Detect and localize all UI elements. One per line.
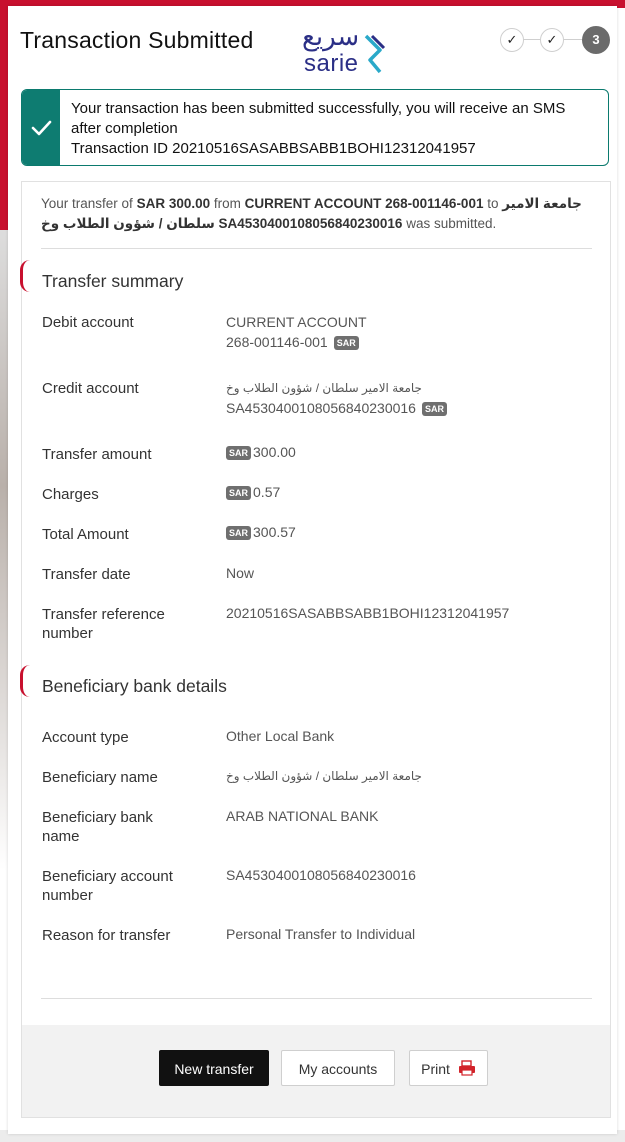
transfer-amount-label: Transfer amount <box>42 446 152 463</box>
checkmark-icon <box>22 90 60 165</box>
alert-line: after completion <box>71 120 178 137</box>
reference-number-label <box>42 605 212 643</box>
total-amount: 300.57 <box>253 524 296 540</box>
logo-arabic-text: سريع <box>302 22 360 52</box>
beneficiary-account-number-label <box>42 867 212 905</box>
currency-badge: SAR <box>226 526 251 540</box>
transfer-amount-value <box>226 442 596 462</box>
section-title-beneficiary-bank: Beneficiary bank details <box>42 676 227 696</box>
alert-icon-bar <box>22 90 60 165</box>
currency-badge: SAR <box>226 446 251 460</box>
print-label: Print <box>421 1061 450 1077</box>
intro-text: from <box>210 196 245 211</box>
section-marker <box>20 260 31 292</box>
total-amount-value <box>226 522 596 542</box>
intro-beneficiary-iban: SA4530400108056840230016 <box>218 216 403 231</box>
credit-account-name: جامعة الامير سلطان / شؤون الطلاب وخ <box>226 381 422 395</box>
debit-account-name: CURRENT ACCOUNT <box>226 314 367 330</box>
label-line: name <box>42 828 80 845</box>
label-line: Beneficiary bank <box>42 809 153 826</box>
label-line: number <box>42 887 93 904</box>
intro-beneficiary-name: جامعة الامير سلطان / شؤون الطلاب وخ <box>41 196 582 231</box>
transfer-amount: 300.00 <box>253 444 296 460</box>
credit-account-value <box>226 378 596 418</box>
intro-amount: SAR 300.00 <box>136 196 211 211</box>
section-title-transfer-summary: Transfer summary <box>42 271 184 291</box>
divider <box>41 998 592 999</box>
section-marker <box>20 665 31 697</box>
debit-account-label: Debit account <box>42 314 134 331</box>
step-1-check-icon: ✓ <box>500 28 524 52</box>
reason-for-transfer-label: Reason for transfer <box>42 927 171 944</box>
step-connector <box>564 39 582 40</box>
transfer-summary-sentence <box>41 194 601 234</box>
page-title: Transaction Submitted <box>20 27 254 53</box>
credit-account-iban: SA4530400108056840230016 <box>226 400 416 416</box>
beneficiary-name-label: Beneficiary name <box>42 769 158 786</box>
account-type-label: Account type <box>42 729 129 746</box>
reference-number-value: 20210516SASABBSABB1BOHI12312041957 <box>226 605 510 621</box>
logo-english-text: sarie <box>304 50 359 77</box>
new-transfer-button[interactable]: New transfer <box>159 1050 269 1086</box>
sarie-logo <box>302 22 392 80</box>
currency-badge: SAR <box>334 336 359 350</box>
transfer-date-value: Now <box>226 565 255 581</box>
divider <box>41 248 592 249</box>
currency-badge: SAR <box>226 486 251 500</box>
beneficiary-account-number-value: SA4530400108056840230016 <box>226 867 416 883</box>
beneficiary-bank-name-value: ARAB NATIONAL BANK <box>226 808 379 824</box>
alert-message <box>71 99 601 159</box>
actions-footer <box>22 1025 610 1117</box>
label-line: number <box>42 625 93 642</box>
print-button[interactable] <box>409 1050 488 1086</box>
beneficiary-name-value: جامعة الامير سلطان / شؤون الطلاب وخ <box>226 769 422 783</box>
beneficiary-bank-name-label <box>42 808 212 846</box>
step-2-check-icon: ✓ <box>540 28 564 52</box>
debit-account-value <box>226 312 596 352</box>
success-alert <box>21 89 609 166</box>
transfer-date-label: Transfer date <box>42 566 131 583</box>
total-amount-label: Total Amount <box>42 526 129 543</box>
charges-amount: 0.57 <box>253 484 281 500</box>
intro-from-account: CURRENT ACCOUNT 268-001146-001 <box>244 196 484 211</box>
currency-badge: SAR <box>422 402 447 416</box>
charges-value <box>226 482 596 502</box>
step-3-current: 3 <box>582 26 610 54</box>
charges-label: Charges <box>42 486 99 503</box>
intro-text: was submitted. <box>402 216 497 231</box>
progress-steps <box>498 28 610 52</box>
intro-text: to <box>483 196 503 211</box>
credit-account-label: Credit account <box>42 380 139 397</box>
credit-account-iban-row <box>226 398 596 418</box>
reason-for-transfer-value: Personal Transfer to Individual <box>226 926 416 942</box>
label-line: Beneficiary account <box>42 868 173 885</box>
transaction-id: Transaction ID 20210516SASABBSABB1BOHI12312041957 <box>71 140 476 157</box>
debit-account-number: 268-001146-001 <box>226 334 328 350</box>
debit-account-number-row <box>226 332 596 352</box>
sarie-mark-icon <box>362 34 388 76</box>
step-connector <box>522 39 540 40</box>
transaction-card <box>8 6 617 1134</box>
label-line: Transfer reference <box>42 606 165 623</box>
account-type-value: Other Local Bank <box>226 728 335 744</box>
transfer-details-panel <box>21 181 611 1118</box>
alert-line: Your transaction has been submitted successfully, you will receive an SMS <box>71 100 566 117</box>
pdf-print-icon <box>458 1060 476 1076</box>
my-accounts-button[interactable]: My accounts <box>281 1050 395 1086</box>
intro-text: Your transfer of <box>41 196 137 211</box>
